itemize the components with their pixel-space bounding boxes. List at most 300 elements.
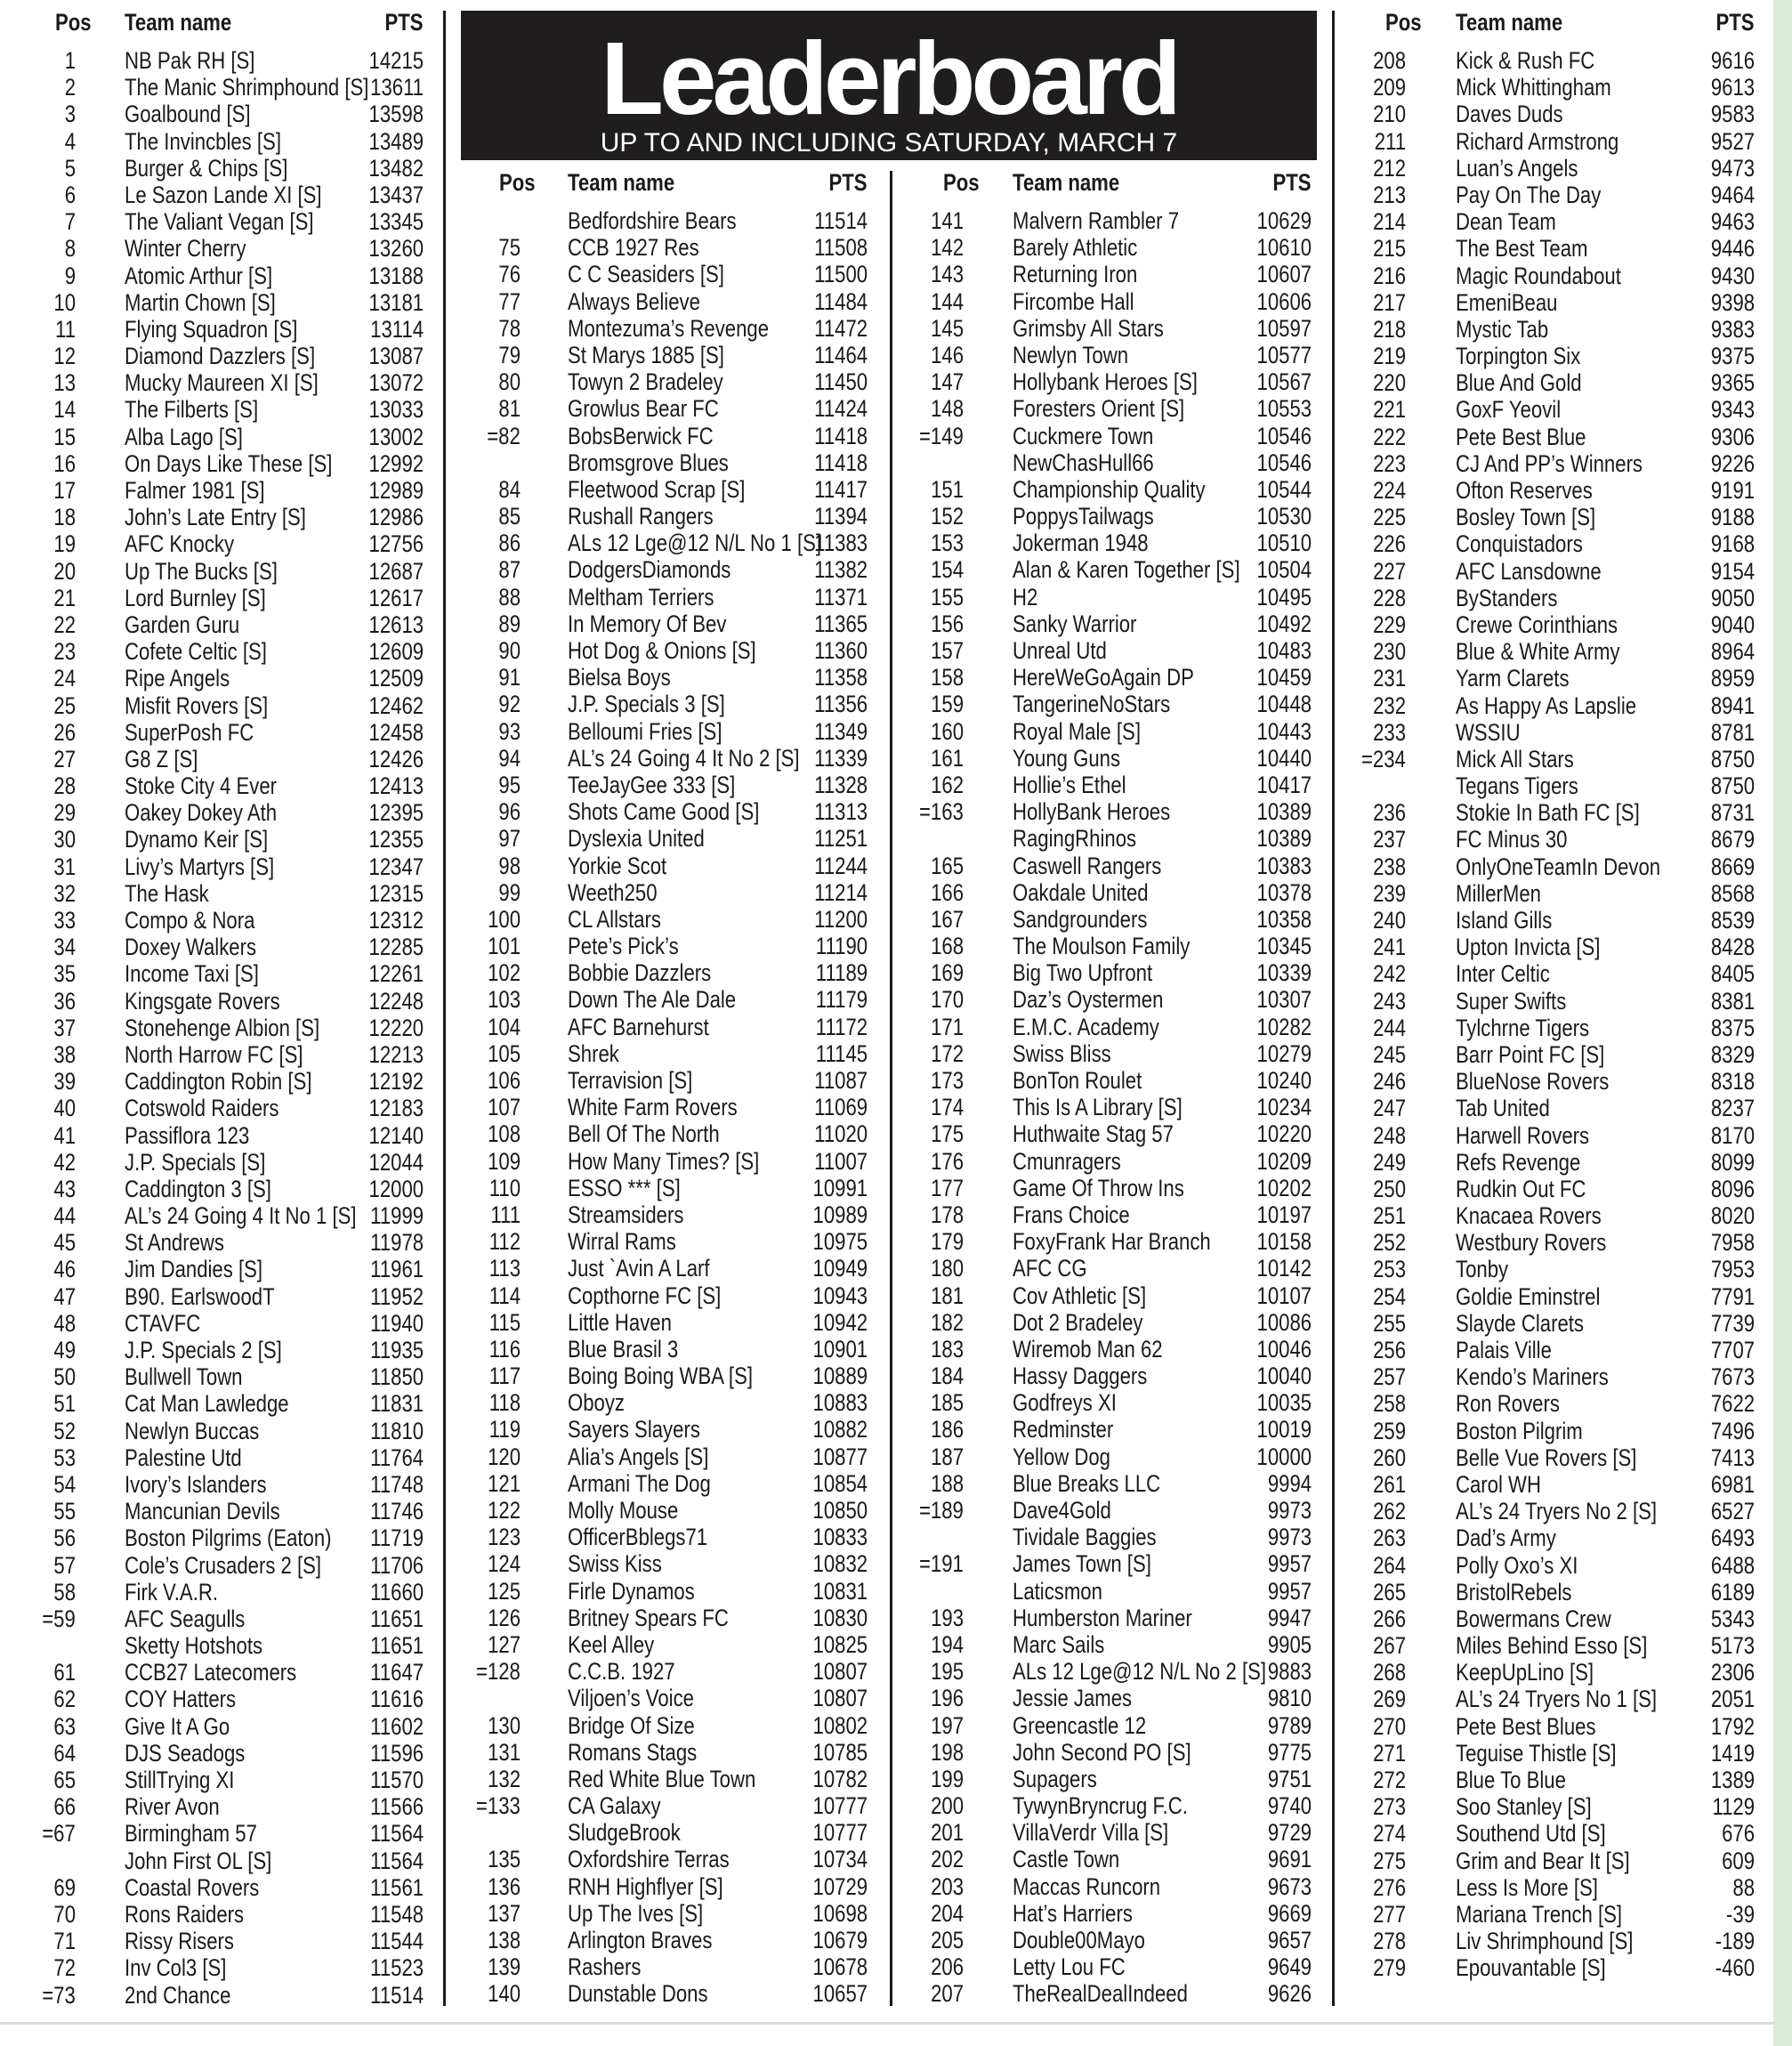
points-cell: 11450 xyxy=(814,368,868,396)
position-cell: 196 xyxy=(931,1685,964,1712)
points-cell: 11651 xyxy=(370,1632,424,1660)
team-name-cell: SludgeBrook xyxy=(568,1819,681,1847)
team-name-cell: Just `Avin A Larf xyxy=(568,1255,710,1282)
points-cell: 9464 xyxy=(1710,181,1755,208)
position-cell: 219 xyxy=(1373,343,1406,370)
points-cell: 11394 xyxy=(814,503,868,530)
team-name-cell: Garden Guru xyxy=(125,611,240,638)
position-cell: 179 xyxy=(931,1228,964,1256)
table-row xyxy=(0,558,1773,585)
team-name-cell: Magic Roundabout xyxy=(1456,262,1621,289)
table-row xyxy=(0,1874,1773,1901)
points-cell: 9740 xyxy=(1267,1792,1312,1820)
position-cell: 245 xyxy=(1373,1040,1406,1068)
team-name-cell: Ivory’s Islanders xyxy=(125,1470,267,1498)
team-name-cell: Stoke City 4 Ever xyxy=(125,772,278,800)
team-name-cell: Sanky Warrior xyxy=(1013,610,1137,637)
points-cell: 10492 xyxy=(1256,610,1312,637)
points-cell: 12617 xyxy=(368,584,424,611)
position-cell: 217 xyxy=(1373,288,1406,316)
points-cell: 9669 xyxy=(1267,1899,1312,1927)
position-cell: 41 xyxy=(53,1121,76,1149)
team-name-cell: Yarm Clarets xyxy=(1456,665,1570,692)
team-name-cell: Tividale Baggies xyxy=(1013,1524,1157,1551)
team-name-cell: Polly Oxo’s XI xyxy=(1456,1551,1578,1579)
points-cell: 7739 xyxy=(1710,1309,1755,1337)
points-cell: 8428 xyxy=(1710,934,1755,961)
points-cell: 9947 xyxy=(1267,1604,1312,1631)
position-cell: 186 xyxy=(931,1416,964,1444)
points-cell: 12609 xyxy=(368,638,424,666)
position-cell: 172 xyxy=(931,1039,964,1067)
page-title: Leaderboard xyxy=(601,20,1177,136)
points-cell: 10901 xyxy=(812,1335,868,1363)
team-name-cell: RNH Highflyer [S] xyxy=(568,1872,723,1900)
team-name-cell: AL’s 24 Tryers No 1 [S] xyxy=(1456,1686,1658,1713)
points-cell: 11069 xyxy=(814,1094,868,1121)
team-name-cell: North Harrow FC [S] xyxy=(125,1040,303,1068)
points-cell: 1389 xyxy=(1710,1767,1755,1793)
position-cell: 266 xyxy=(1373,1605,1406,1632)
points-cell: 8568 xyxy=(1710,879,1755,907)
points-cell: 11339 xyxy=(814,744,868,772)
team-name-cell: John Second PO [S] xyxy=(1013,1738,1191,1766)
position-cell: 27 xyxy=(53,745,76,772)
team-name-cell: Streamsiders xyxy=(568,1201,684,1228)
team-name-cell: Falmer 1981 [S] xyxy=(125,477,265,504)
position-cell: 72 xyxy=(53,1954,76,1982)
points-cell: 10832 xyxy=(812,1550,868,1578)
header-team-name: Team name xyxy=(1456,9,1563,36)
table-row xyxy=(0,74,1773,101)
table-row xyxy=(0,450,1773,477)
bottom-margin xyxy=(0,2025,1773,2046)
position-cell: 81 xyxy=(498,395,521,423)
position-cell: 64 xyxy=(53,1739,76,1767)
team-name-cell: RagingRhinos xyxy=(1013,825,1137,853)
position-cell: 214 xyxy=(1373,208,1406,236)
points-cell: 10831 xyxy=(812,1577,868,1605)
team-name-cell: Fleetwood Scrap [S] xyxy=(568,475,746,503)
points-cell: 7791 xyxy=(1710,1282,1755,1310)
points-cell: 11500 xyxy=(814,261,868,288)
team-name-cell: Barr Point FC [S] xyxy=(1456,1040,1605,1068)
team-name-cell: Flying Squadron [S] xyxy=(125,315,298,343)
table-row xyxy=(0,1202,1773,1229)
header-team-name: Team name xyxy=(1013,169,1120,196)
points-cell: 12613 xyxy=(368,611,424,638)
team-name-cell: Greencastle 12 xyxy=(1013,1711,1147,1739)
team-name-cell: TheRealDealIndeed xyxy=(1013,1980,1188,2008)
points-cell: 11514 xyxy=(370,1981,424,2009)
points-cell: 11831 xyxy=(370,1390,424,1418)
table-row xyxy=(0,1524,1773,1551)
points-cell: 9883 xyxy=(1267,1658,1312,1686)
position-cell: 182 xyxy=(931,1308,964,1336)
team-name-cell: EmeniBeau xyxy=(1456,288,1558,316)
position-cell: 146 xyxy=(931,341,964,368)
points-cell: 11190 xyxy=(815,933,868,960)
points-cell: 10220 xyxy=(1256,1120,1312,1148)
points-cell: 11349 xyxy=(814,717,868,745)
table-row xyxy=(0,182,1773,208)
team-name-cell: Meltham Terriers xyxy=(568,583,714,611)
points-cell: 10035 xyxy=(1256,1389,1312,1417)
team-name-cell: Tegans Tigers xyxy=(1456,772,1578,800)
points-cell: 13181 xyxy=(368,288,424,316)
points-cell: 8781 xyxy=(1710,718,1755,746)
position-cell: 148 xyxy=(931,395,964,423)
points-cell: 676 xyxy=(1722,1820,1755,1848)
position-cell: 12 xyxy=(53,343,76,370)
position-cell: 99 xyxy=(498,878,521,906)
position-cell: 109 xyxy=(488,1147,521,1175)
position-cell: 232 xyxy=(1373,691,1406,719)
points-cell: 12183 xyxy=(368,1095,424,1122)
team-name-cell: AL’s 24 Going 4 It No 2 [S] xyxy=(568,744,800,772)
points-cell: 10459 xyxy=(1256,664,1312,691)
position-cell: 37 xyxy=(53,1014,76,1041)
team-name-cell: In Memory Of Bev xyxy=(568,610,727,637)
team-name-cell: CTAVFC xyxy=(125,1309,201,1337)
team-name-cell: Super Swifts xyxy=(1456,987,1567,1015)
position-cell: 84 xyxy=(498,475,521,503)
points-cell: 11214 xyxy=(814,878,868,906)
points-cell: 12509 xyxy=(368,665,424,692)
points-cell: 9430 xyxy=(1710,262,1755,289)
team-name-cell: Grimsby All Stars xyxy=(1013,314,1164,342)
position-cell: =149 xyxy=(919,422,964,449)
points-cell: 11940 xyxy=(370,1309,424,1337)
position-cell: 42 xyxy=(53,1148,76,1176)
team-name-cell: Mariana Trench [S] xyxy=(1456,1900,1623,1928)
points-cell: 11383 xyxy=(814,530,868,557)
points-cell: 13033 xyxy=(368,396,424,424)
points-cell: 10389 xyxy=(1256,825,1312,853)
team-name-cell: Towyn 2 Bradeley xyxy=(568,368,723,396)
team-name-cell: Passiflora 123 xyxy=(125,1121,250,1149)
position-cell: =82 xyxy=(487,422,521,449)
points-cell: 11616 xyxy=(370,1686,424,1713)
team-name-cell: Pete Best Blues xyxy=(1456,1712,1596,1740)
team-name-cell: Ron Rovers xyxy=(1456,1390,1560,1418)
points-cell: 9775 xyxy=(1267,1738,1312,1766)
position-cell: 96 xyxy=(498,798,521,826)
position-cell: 221 xyxy=(1373,396,1406,424)
points-cell: 11508 xyxy=(814,234,868,262)
position-cell: 115 xyxy=(488,1308,521,1336)
position-cell: 11 xyxy=(55,315,76,343)
team-name-cell: J.P. Specials 3 [S] xyxy=(568,691,725,718)
points-cell: 12312 xyxy=(368,907,424,934)
points-cell: 10197 xyxy=(1256,1201,1312,1228)
position-cell: 40 xyxy=(53,1095,76,1122)
points-cell: 11464 xyxy=(814,341,868,368)
position-cell: 181 xyxy=(931,1282,964,1309)
points-cell: 12462 xyxy=(368,691,424,719)
points-cell: 9463 xyxy=(1710,208,1755,236)
position-cell: 147 xyxy=(931,368,964,396)
team-name-cell: Wiremob Man 62 xyxy=(1013,1335,1163,1363)
team-name-cell: Winter Cherry xyxy=(125,235,246,263)
points-cell: 9751 xyxy=(1267,1765,1312,1792)
points-cell: 10629 xyxy=(1256,207,1312,234)
position-cell: 26 xyxy=(53,718,76,746)
team-name-cell: CA Galaxy xyxy=(568,1792,661,1820)
points-cell: 10107 xyxy=(1256,1282,1312,1309)
team-name-cell: Molly Mouse xyxy=(568,1497,679,1524)
position-cell: 25 xyxy=(53,691,76,719)
table-row xyxy=(0,799,1773,826)
points-cell: 10345 xyxy=(1256,933,1312,960)
team-name-cell: Ofton Reserves xyxy=(1456,477,1593,504)
team-name-cell: Caswell Rangers xyxy=(1013,852,1162,879)
points-cell: 10782 xyxy=(812,1765,868,1792)
position-cell: 111 xyxy=(490,1201,521,1228)
points-cell: 10510 xyxy=(1256,530,1312,557)
points-cell: 12756 xyxy=(368,530,424,558)
points-cell: 10597 xyxy=(1256,314,1312,342)
points-cell: 10882 xyxy=(812,1416,868,1444)
team-name-cell: Unreal Utd xyxy=(1013,637,1107,664)
position-cell: 48 xyxy=(53,1309,76,1337)
team-name-cell: White Farm Rovers xyxy=(568,1094,738,1121)
points-cell: 11961 xyxy=(370,1256,424,1283)
team-name-cell: How Many Times? [S] xyxy=(568,1147,760,1175)
team-name-cell: Knacaea Rovers xyxy=(1456,1202,1602,1230)
points-cell: 12315 xyxy=(368,879,424,907)
position-cell: 116 xyxy=(488,1335,521,1363)
points-cell: 10657 xyxy=(812,1980,868,2008)
team-name-cell: G8 Z [S] xyxy=(125,745,198,772)
team-name-cell: James Town [S] xyxy=(1013,1550,1151,1578)
team-name-cell: ALs 12 Lge@12 N/L No 2 [S] xyxy=(1013,1658,1267,1686)
table-row xyxy=(0,1740,1773,1767)
points-cell: 10443 xyxy=(1256,717,1312,745)
position-cell: 233 xyxy=(1373,718,1406,746)
points-cell: 13188 xyxy=(368,262,424,289)
team-name-cell: Tylchrne Tigers xyxy=(1456,1014,1590,1041)
team-name-cell: TywynBryncrug F.C. xyxy=(1013,1792,1188,1820)
table-row xyxy=(0,719,1773,746)
team-name-cell: Newlyn Town xyxy=(1013,341,1129,368)
team-name-cell: Conquistadors xyxy=(1456,530,1583,558)
team-name-cell: OnlyOneTeamIn Devon xyxy=(1456,853,1661,880)
team-name-cell: Bullwell Town xyxy=(125,1363,243,1391)
table-row xyxy=(0,1283,1773,1310)
team-name-cell: Up The Ives [S] xyxy=(568,1899,704,1927)
points-cell: 7953 xyxy=(1710,1256,1755,1283)
points-cell: 13345 xyxy=(368,208,424,236)
team-name-cell: VillaVerdr Villa [S] xyxy=(1013,1819,1169,1847)
position-cell: 260 xyxy=(1373,1444,1406,1471)
position-cell: 231 xyxy=(1373,665,1406,692)
team-name-cell: COY Hatters xyxy=(125,1686,237,1713)
position-cell: 132 xyxy=(488,1765,521,1792)
position-cell: 151 xyxy=(931,475,964,503)
points-cell: 8237 xyxy=(1710,1095,1755,1122)
position-cell: 139 xyxy=(488,1953,521,1981)
table-row xyxy=(0,1954,1773,1981)
team-name-cell: Laticsmon xyxy=(1013,1577,1102,1605)
team-name-cell: FC Minus 30 xyxy=(1456,826,1568,853)
position-cell: 97 xyxy=(498,825,521,853)
position-cell: 39 xyxy=(53,1068,76,1096)
team-name-cell: The Hask xyxy=(125,879,209,907)
team-name-cell: Dean Team xyxy=(1456,208,1556,236)
points-cell: 8750 xyxy=(1710,772,1755,800)
points-cell: 11651 xyxy=(370,1605,424,1632)
position-cell: 144 xyxy=(931,287,964,315)
team-name-cell: TeeJayGee 333 [S] xyxy=(568,771,736,798)
position-cell: 158 xyxy=(931,664,964,691)
team-name-cell: DJS Seadogs xyxy=(125,1739,246,1767)
points-cell: 10606 xyxy=(1256,287,1312,315)
team-name-cell: Caddington Robin [S] xyxy=(125,1068,312,1096)
team-name-cell: Game Of Throw Ins xyxy=(1013,1174,1184,1201)
team-name-cell: Jim Dandies [S] xyxy=(125,1256,263,1283)
points-cell: -460 xyxy=(1715,1954,1755,1982)
position-cell: 45 xyxy=(53,1229,76,1257)
table-row xyxy=(0,1015,1773,1041)
team-name-cell: Barely Athletic xyxy=(1013,234,1138,262)
points-cell: 10678 xyxy=(812,1953,868,1981)
team-name-cell: Keel Alley xyxy=(568,1630,655,1658)
team-name-cell: Hat’s Harriers xyxy=(1013,1899,1133,1927)
points-cell: 13437 xyxy=(368,181,424,208)
position-cell: 77 xyxy=(498,287,521,315)
position-cell: 36 xyxy=(53,987,76,1015)
team-name-cell: Jessie James xyxy=(1013,1685,1133,1712)
points-cell: 11566 xyxy=(370,1793,424,1821)
points-cell: 11523 xyxy=(370,1954,424,1982)
team-name-cell: Tab United xyxy=(1456,1095,1550,1122)
table-row xyxy=(0,530,1773,557)
position-cell: 279 xyxy=(1373,1954,1406,1982)
position-cell: 87 xyxy=(498,556,521,584)
team-name-cell: B90. EarlswoodT xyxy=(125,1282,275,1310)
team-name-cell: Down The Ale Dale xyxy=(568,986,737,1014)
points-cell: 13598 xyxy=(368,101,424,128)
team-name-cell: John’s Late Entry [S] xyxy=(125,504,306,531)
points-cell: 9957 xyxy=(1267,1550,1312,1578)
points-cell: 10734 xyxy=(812,1846,868,1873)
team-name-cell: Yellow Dog xyxy=(1013,1443,1110,1470)
position-cell: 241 xyxy=(1373,934,1406,961)
team-name-cell: Up The Bucks [S] xyxy=(125,557,278,585)
team-name-cell: Pete’s Pick’s xyxy=(568,933,679,960)
table-row xyxy=(0,746,1773,772)
position-cell: 58 xyxy=(53,1578,76,1605)
points-cell: 2051 xyxy=(1710,1686,1755,1713)
position-cell: 185 xyxy=(931,1389,964,1417)
position-cell: 21 xyxy=(53,584,76,611)
position-cell: 10 xyxy=(53,288,76,316)
position-cell: 15 xyxy=(53,423,76,450)
team-name-cell: River Avon xyxy=(125,1793,220,1821)
points-cell: 9365 xyxy=(1710,369,1755,397)
team-name-cell: Cofete Celtic [S] xyxy=(125,638,267,666)
team-name-cell: As Happy As Lapslie xyxy=(1456,691,1637,719)
points-cell: 10698 xyxy=(812,1899,868,1927)
table-row xyxy=(0,1632,1773,1659)
table-row xyxy=(0,1310,1773,1337)
position-cell: 184 xyxy=(931,1363,964,1390)
position-cell: 205 xyxy=(931,1927,964,1953)
position-cell: 236 xyxy=(1373,799,1406,827)
points-cell: 10158 xyxy=(1256,1228,1312,1256)
team-name-cell: Dot 2 Bradeley xyxy=(1013,1308,1143,1336)
team-name-cell: Frans Choice xyxy=(1013,1201,1130,1228)
team-name-cell: MillerMen xyxy=(1456,879,1541,907)
points-cell: 10949 xyxy=(812,1255,868,1282)
position-cell: 69 xyxy=(53,1873,76,1901)
table-row xyxy=(0,853,1773,880)
team-name-cell: Viljoen’s Voice xyxy=(568,1685,694,1712)
position-cell: =163 xyxy=(919,798,964,826)
team-name-cell: Rons Raiders xyxy=(125,1900,245,1928)
team-name-cell: Firle Dynamos xyxy=(568,1577,695,1605)
team-name-cell: Give It A Go xyxy=(125,1712,230,1740)
table-row xyxy=(0,1848,1773,1874)
team-name-cell: Coastal Rovers xyxy=(125,1873,260,1901)
position-cell: =73 xyxy=(42,1981,76,2009)
team-name-cell: Palestine Utd xyxy=(125,1444,242,1471)
team-name-cell: Foresters Orient [S] xyxy=(1013,395,1185,423)
team-name-cell: J.P. Specials 2 [S] xyxy=(125,1337,282,1363)
team-name-cell: St Andrews xyxy=(125,1229,224,1257)
position-cell: 254 xyxy=(1373,1282,1406,1310)
team-name-cell: Dunstable Dons xyxy=(568,1980,708,2008)
team-name-cell: Livy’s Martyrs [S] xyxy=(125,853,275,880)
team-name-cell: Hollybank Heroes [S] xyxy=(1013,368,1198,396)
rows xyxy=(0,47,1773,1982)
position-cell: 95 xyxy=(498,771,521,798)
points-cell: 9343 xyxy=(1710,396,1755,424)
position-cell: 177 xyxy=(931,1174,964,1201)
team-name-cell: Malvern Rambler 7 xyxy=(1013,207,1180,234)
table-row xyxy=(0,1122,1773,1149)
points-cell: 11810 xyxy=(370,1417,424,1444)
position-cell: 218 xyxy=(1373,315,1406,343)
points-cell: 10383 xyxy=(1256,852,1312,879)
team-name-cell: Caddington 3 [S] xyxy=(125,1175,271,1202)
points-cell: 14215 xyxy=(368,47,424,74)
team-name-cell: Le Sazon Lande XI [S] xyxy=(125,181,322,208)
position-cell: 170 xyxy=(931,986,964,1014)
points-cell: 8381 xyxy=(1710,987,1755,1015)
team-name-cell: Cov Athletic [S] xyxy=(1013,1282,1147,1309)
position-cell: 160 xyxy=(931,717,964,745)
table-row xyxy=(0,477,1773,504)
position-cell: 57 xyxy=(53,1551,76,1579)
position-cell: 65 xyxy=(53,1767,76,1793)
points-cell: 10279 xyxy=(1256,1039,1312,1067)
points-cell: 10989 xyxy=(812,1201,868,1228)
team-name-cell: Goldie Eminstrel xyxy=(1456,1282,1601,1310)
team-name-cell: Stonehenge Albion [S] xyxy=(125,1014,320,1041)
position-cell: 31 xyxy=(53,853,76,880)
team-name-cell: Supagers xyxy=(1013,1765,1097,1792)
header-team-name: Team name xyxy=(125,9,232,36)
points-cell: 11424 xyxy=(814,395,868,423)
table-row xyxy=(0,907,1773,934)
team-name-cell: Miles Behind Esso [S] xyxy=(1456,1632,1648,1660)
position-cell: 216 xyxy=(1373,262,1406,289)
points-cell: 9191 xyxy=(1710,477,1755,504)
table-row xyxy=(0,1041,1773,1068)
points-cell: 10889 xyxy=(812,1363,868,1390)
